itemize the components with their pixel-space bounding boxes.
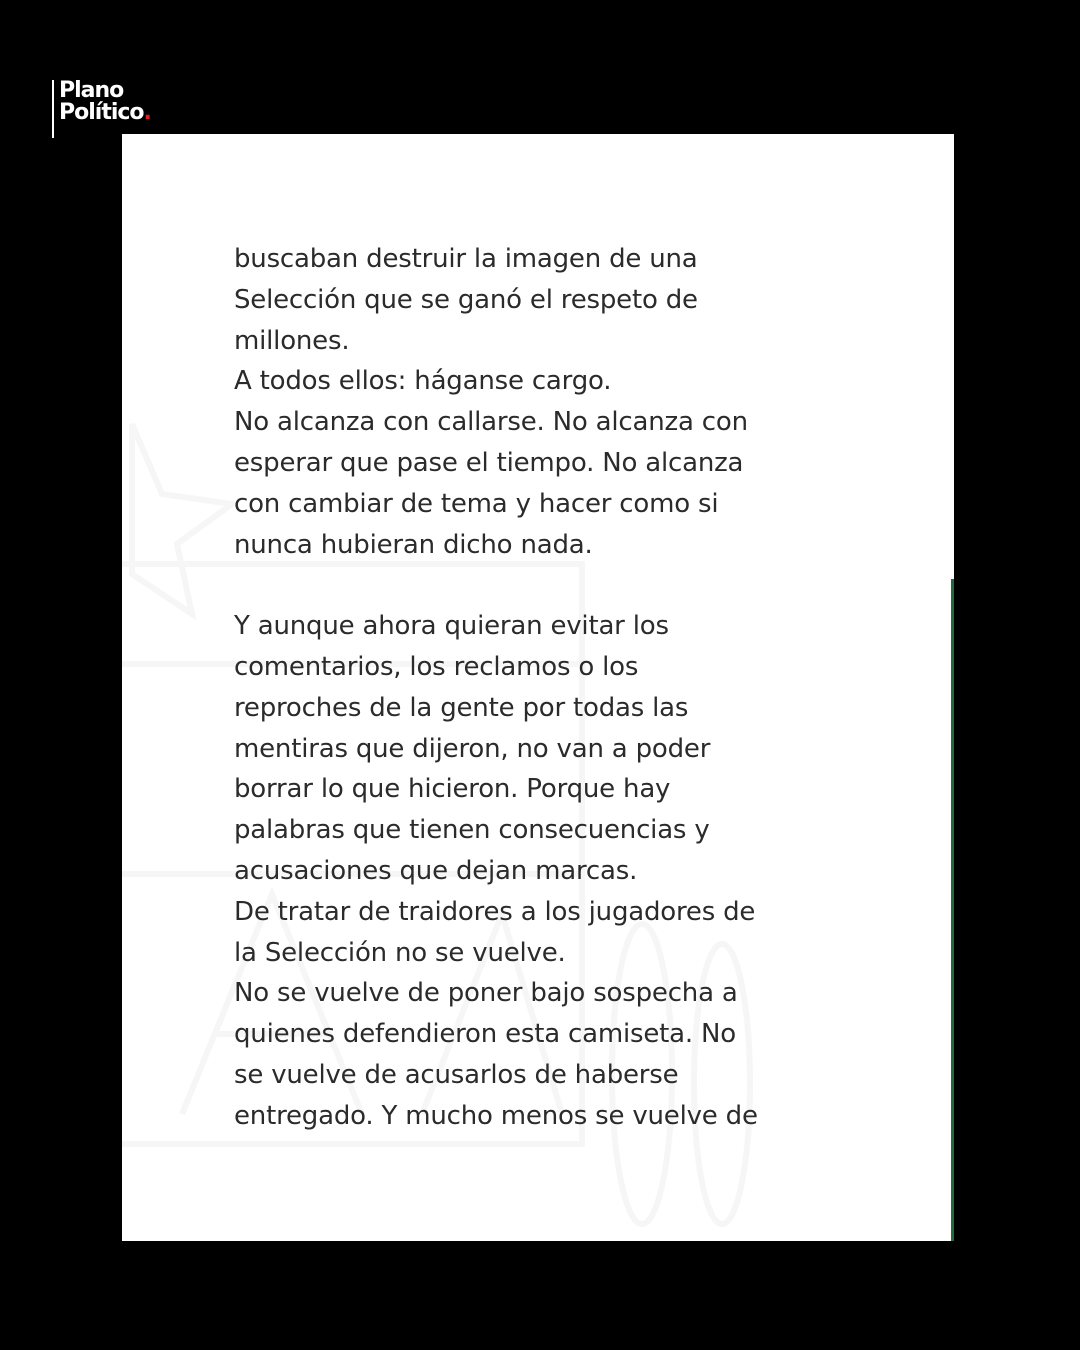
text-line: con cambiar de tema y hacer como si bbox=[234, 488, 719, 519]
text-line: mentiras que dijeron, no van a poder bbox=[234, 733, 711, 764]
text-line: No alcanza con callarse. No alcanza con bbox=[234, 407, 748, 438]
text-line: entregado. Y mucho menos se vuelve de bbox=[234, 1100, 758, 1131]
paragraph-spacer bbox=[234, 565, 874, 606]
text-line: millones. bbox=[234, 325, 350, 356]
text-line: nunca hubieran dicho nada. bbox=[234, 529, 593, 560]
brand-line-2-text: Político bbox=[59, 100, 144, 125]
text-line: A todos ellos: háganse cargo. bbox=[234, 366, 612, 397]
text-line: la Selección no se vuelve. bbox=[234, 937, 566, 968]
text-line: borrar lo que hicieron. Porque hay bbox=[234, 774, 671, 805]
text-line: reproches de la gente por todas las bbox=[234, 692, 689, 723]
text-line: quienes defendieron esta camiseta. No bbox=[234, 1019, 736, 1050]
text-line: esperar que pase el tiempo. No alcanza bbox=[234, 447, 744, 478]
text-line: No se vuelve de poner bajo sospecha a bbox=[234, 978, 738, 1009]
text-line: acusaciones que dejan marcas. bbox=[234, 855, 638, 886]
brand-line-1: Plano bbox=[59, 78, 124, 103]
statement-card bbox=[122, 134, 954, 1241]
statement-text bbox=[234, 239, 874, 1137]
text-line: Selección que se ganó el respeto de bbox=[234, 284, 698, 315]
text-line: Y aunque ahora quieran evitar los bbox=[234, 611, 669, 642]
text-line: se vuelve de acusarlos de haberse bbox=[234, 1059, 679, 1090]
brand-line-2 bbox=[59, 102, 151, 124]
text-line: De tratar de traidores a los jugadores de bbox=[234, 896, 756, 927]
brand-dot: . bbox=[143, 100, 151, 125]
text-line: buscaban destruir la imagen de una bbox=[234, 244, 698, 274]
green-edge-accent bbox=[951, 579, 954, 1241]
text-line: comentarios, los reclamos o los bbox=[234, 651, 639, 682]
brand-logo bbox=[52, 80, 151, 138]
text-line: palabras que tienen consecuencias y bbox=[234, 815, 710, 846]
